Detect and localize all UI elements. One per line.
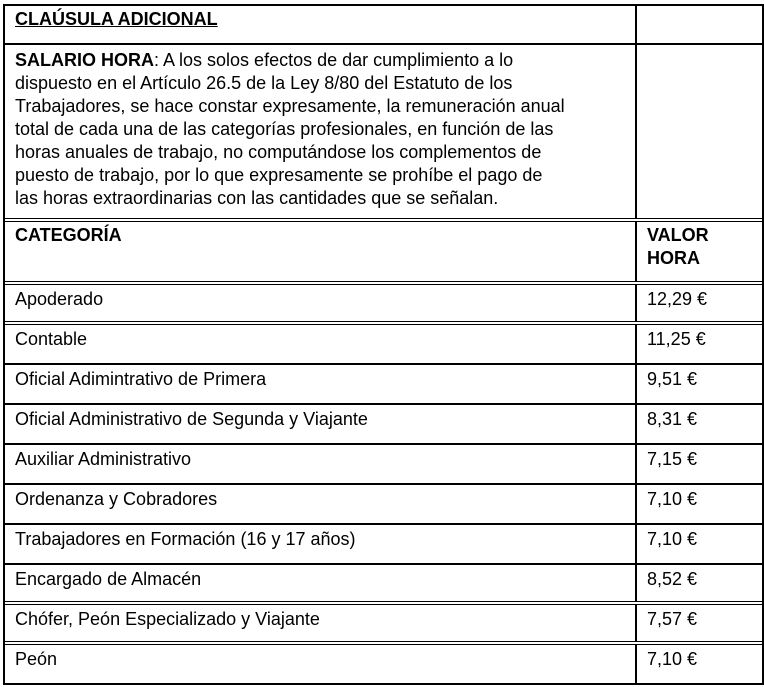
category-cell [5, 405, 637, 443]
table-row [5, 605, 762, 645]
category-cell [5, 285, 637, 321]
value-cell [637, 405, 762, 443]
hour-value: 7,10 € [647, 529, 698, 549]
clause-cell [5, 45, 637, 218]
hour-value: 7,57 € [647, 609, 698, 629]
table-row [5, 285, 762, 325]
clause-row [5, 45, 762, 222]
clause-line: puesto de trabajo, por lo que expresamente se prohíbe el pago de [15, 165, 543, 185]
category-cell [5, 445, 637, 483]
title-row [5, 6, 762, 45]
clause-line: las horas extraordinarias con las cantidades que se señalan. [15, 188, 499, 208]
category-cell [5, 325, 637, 363]
table-row [5, 645, 762, 685]
value-cell [637, 485, 762, 523]
hour-value: 12,29 € [647, 289, 708, 309]
hour-value: 11,25 € [647, 329, 706, 349]
table-row [5, 525, 762, 565]
table-row [5, 365, 762, 405]
header-category: CATEGORÍA [15, 225, 122, 245]
salary-table [3, 4, 764, 685]
value-cell [637, 605, 762, 641]
document-title: CLAÚSULA ADICIONAL [15, 9, 218, 29]
hour-value: 7,15 € [647, 449, 698, 469]
category-cell [5, 565, 637, 601]
clause-first-line [15, 49, 625, 72]
category-name: Apoderado [15, 289, 104, 309]
category-name: Trabajadores en Formación (16 y 17 años) [15, 529, 356, 549]
table-row [5, 565, 762, 605]
value-cell [637, 525, 762, 563]
value-cell [637, 645, 762, 683]
category-name: Encargado de Almacén [15, 569, 202, 589]
category-cell [5, 645, 637, 683]
category-cell [5, 485, 637, 523]
value-cell [637, 285, 762, 321]
hour-value: 8,31 € [647, 409, 698, 429]
category-name: Oficial Administrativo de Segunda y Viajante [15, 409, 368, 429]
empty-cell [637, 45, 762, 218]
category-cell [5, 525, 637, 563]
category-name: Peón [15, 649, 58, 669]
category-name: Auxiliar Administrativo [15, 449, 192, 469]
empty-cell [637, 6, 762, 43]
clause-line: total de cada una de las categorías profesionales, en función de las [15, 119, 554, 139]
value-cell [637, 445, 762, 483]
clause-line: dispuesto en el Artículo 26.5 de la Ley 8/80 del Estatuto de los [15, 73, 513, 93]
value-cell [637, 565, 762, 601]
category-name: Contable [15, 329, 88, 349]
header-row [5, 222, 762, 285]
category-name: Chófer, Peón Especializado y Viajante [15, 609, 320, 629]
category-cell [5, 605, 637, 641]
header-value-cell [637, 222, 762, 281]
table-row [5, 445, 762, 485]
clause-label: SALARIO HORA [15, 50, 154, 70]
category-name: Ordenanza y Cobradores [15, 489, 218, 509]
title-cell [5, 6, 637, 43]
header-value: VALOR [647, 225, 709, 245]
hour-value: 7,10 € [647, 649, 698, 669]
clause-line: horas anuales de trabajo, no computándose los complementos de [15, 142, 542, 162]
header-category-cell [5, 222, 637, 281]
clause-text: : A los solos efectos de dar cumplimiento a lo [154, 50, 514, 70]
header-value: HORA [647, 248, 700, 268]
value-cell [637, 325, 762, 363]
table-row [5, 325, 762, 365]
hour-value: 8,52 € [647, 569, 698, 589]
table-row [5, 485, 762, 525]
clause-line: Trabajadores, se hace constar expresamente, la remuneración anual [15, 96, 565, 116]
hour-value: 9,51 € [647, 369, 698, 389]
hour-value: 7,10 € [647, 489, 698, 509]
category-name: Oficial Adimintrativo de Primera [15, 369, 267, 389]
table-row [5, 405, 762, 445]
value-cell [637, 365, 762, 403]
category-cell [5, 365, 637, 403]
